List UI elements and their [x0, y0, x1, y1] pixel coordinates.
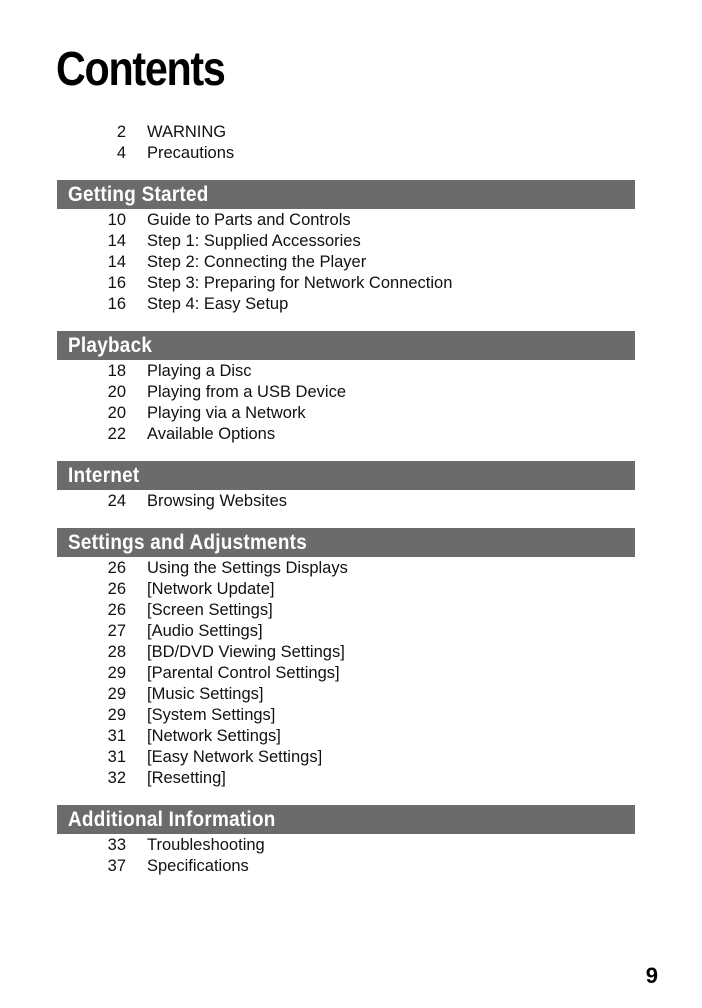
toc-page-number: 27 [107, 622, 126, 640]
toc-entry[interactable] [98, 491, 287, 512]
toc-page-number: 26 [107, 559, 126, 577]
toc-page-number: 24 [107, 492, 126, 510]
toc-entry-title: Step 2: Connecting the Player [147, 253, 367, 271]
section-title: Settings and Adjustments [68, 530, 308, 554]
toc-entry[interactable] [98, 231, 452, 252]
toc-entry-title: WARNING [147, 123, 227, 141]
toc-page-number: 16 [107, 274, 126, 292]
toc-entry[interactable] [98, 382, 346, 403]
section-title: Playback [68, 333, 153, 357]
toc-entry[interactable] [98, 642, 348, 663]
page-number: 9 [645, 963, 658, 988]
toc-entry[interactable] [98, 684, 348, 705]
section-header-settings-and-adjustments [57, 528, 635, 557]
toc-entry[interactable] [98, 663, 348, 684]
toc-entry-title: Browsing Websites [147, 492, 288, 510]
toc-entry-title: [Music Settings] [147, 685, 264, 703]
toc-entry[interactable] [98, 403, 346, 424]
toc-entry[interactable] [98, 726, 348, 747]
section-header-additional-information [57, 805, 635, 834]
toc-entry[interactable] [98, 273, 452, 294]
toc-entry-title: [Network Settings] [147, 727, 281, 745]
toc-page-number: 29 [107, 685, 126, 703]
toc-entry-title: [Audio Settings] [147, 622, 263, 640]
toc-entry[interactable] [98, 294, 452, 315]
toc-entry[interactable] [98, 600, 348, 621]
page-title: Contents [56, 43, 225, 96]
toc-page-number: 4 [116, 144, 126, 162]
toc-entry[interactable] [98, 122, 234, 143]
toc-page-number: 22 [107, 425, 126, 443]
toc-page-number: 37 [107, 857, 126, 875]
toc-entry[interactable] [98, 210, 452, 231]
toc-page-number: 20 [107, 383, 126, 401]
toc-page-number: 29 [107, 706, 126, 724]
toc-page-number: 18 [107, 362, 126, 380]
toc-entry[interactable] [98, 768, 348, 789]
toc-page-number: 31 [107, 727, 126, 745]
toc-page-number: 33 [107, 836, 126, 854]
toc-page-number: 14 [107, 253, 126, 271]
toc-page-number: 10 [107, 211, 126, 229]
toc-entry[interactable] [98, 835, 265, 856]
toc-entry-title: Using the Settings Displays [147, 559, 348, 577]
toc-entry-title: Guide to Parts and Controls [147, 211, 351, 229]
toc-list-getting-started [98, 210, 452, 315]
toc-page-number: 26 [107, 580, 126, 598]
toc-page-number: 16 [107, 295, 126, 313]
section-header-internet [57, 461, 635, 490]
section-header-getting-started [57, 180, 635, 209]
toc-list-additional-information [98, 835, 265, 877]
toc-page-number: 14 [107, 232, 126, 250]
toc-page-number: 31 [107, 748, 126, 766]
toc-entry-title: [Screen Settings] [147, 601, 273, 619]
toc-entry[interactable] [98, 747, 348, 768]
section-header-playback [57, 331, 635, 360]
toc-entry-title: Playing from a USB Device [147, 383, 346, 401]
toc-entry-title: Available Options [147, 425, 276, 443]
toc-page-number: 29 [107, 664, 126, 682]
toc-page-number: 20 [107, 404, 126, 422]
toc-entry[interactable] [98, 361, 346, 382]
toc-page-number: 28 [107, 643, 126, 661]
section-title: Internet [68, 463, 140, 487]
toc-entry[interactable] [98, 252, 452, 273]
toc-entry-title: [Parental Control Settings] [147, 664, 340, 682]
toc-entry-title: Step 1: Supplied Accessories [147, 232, 361, 250]
toc-entry[interactable] [98, 705, 348, 726]
section-title: Getting Started [68, 182, 209, 206]
toc-entry-title: Specifications [147, 857, 249, 875]
toc-page-number: 2 [116, 123, 126, 141]
toc-entry-title: Precautions [147, 144, 235, 162]
toc-intro-list [98, 122, 234, 164]
toc-entry-title: Playing a Disc [147, 362, 252, 380]
toc-entry[interactable] [98, 621, 348, 642]
toc-entry[interactable] [98, 143, 234, 164]
toc-entry-title: [BD/DVD Viewing Settings] [147, 643, 345, 661]
toc-entry-title: [System Settings] [147, 706, 276, 724]
toc-entry[interactable] [98, 424, 346, 445]
toc-entry[interactable] [98, 856, 265, 877]
toc-entry-title: Playing via a Network [147, 404, 306, 422]
toc-list-settings-and-adjustments [98, 558, 348, 789]
section-title: Additional Information [68, 807, 276, 831]
toc-entry-title: [Easy Network Settings] [147, 748, 323, 766]
toc-entry-title: Troubleshooting [147, 836, 265, 854]
toc-entry-title: [Network Update] [147, 580, 275, 598]
toc-page-number: 32 [107, 769, 126, 787]
toc-entry[interactable] [98, 579, 348, 600]
toc-entry-title: Step 4: Easy Setup [147, 295, 289, 313]
toc-list-internet [98, 491, 287, 512]
toc-entry[interactable] [98, 558, 348, 579]
toc-entry-title: Step 3: Preparing for Network Connection [147, 274, 453, 292]
toc-list-playback [98, 361, 346, 445]
toc-entry-title: [Resetting] [147, 769, 226, 787]
toc-page-number: 26 [107, 601, 126, 619]
